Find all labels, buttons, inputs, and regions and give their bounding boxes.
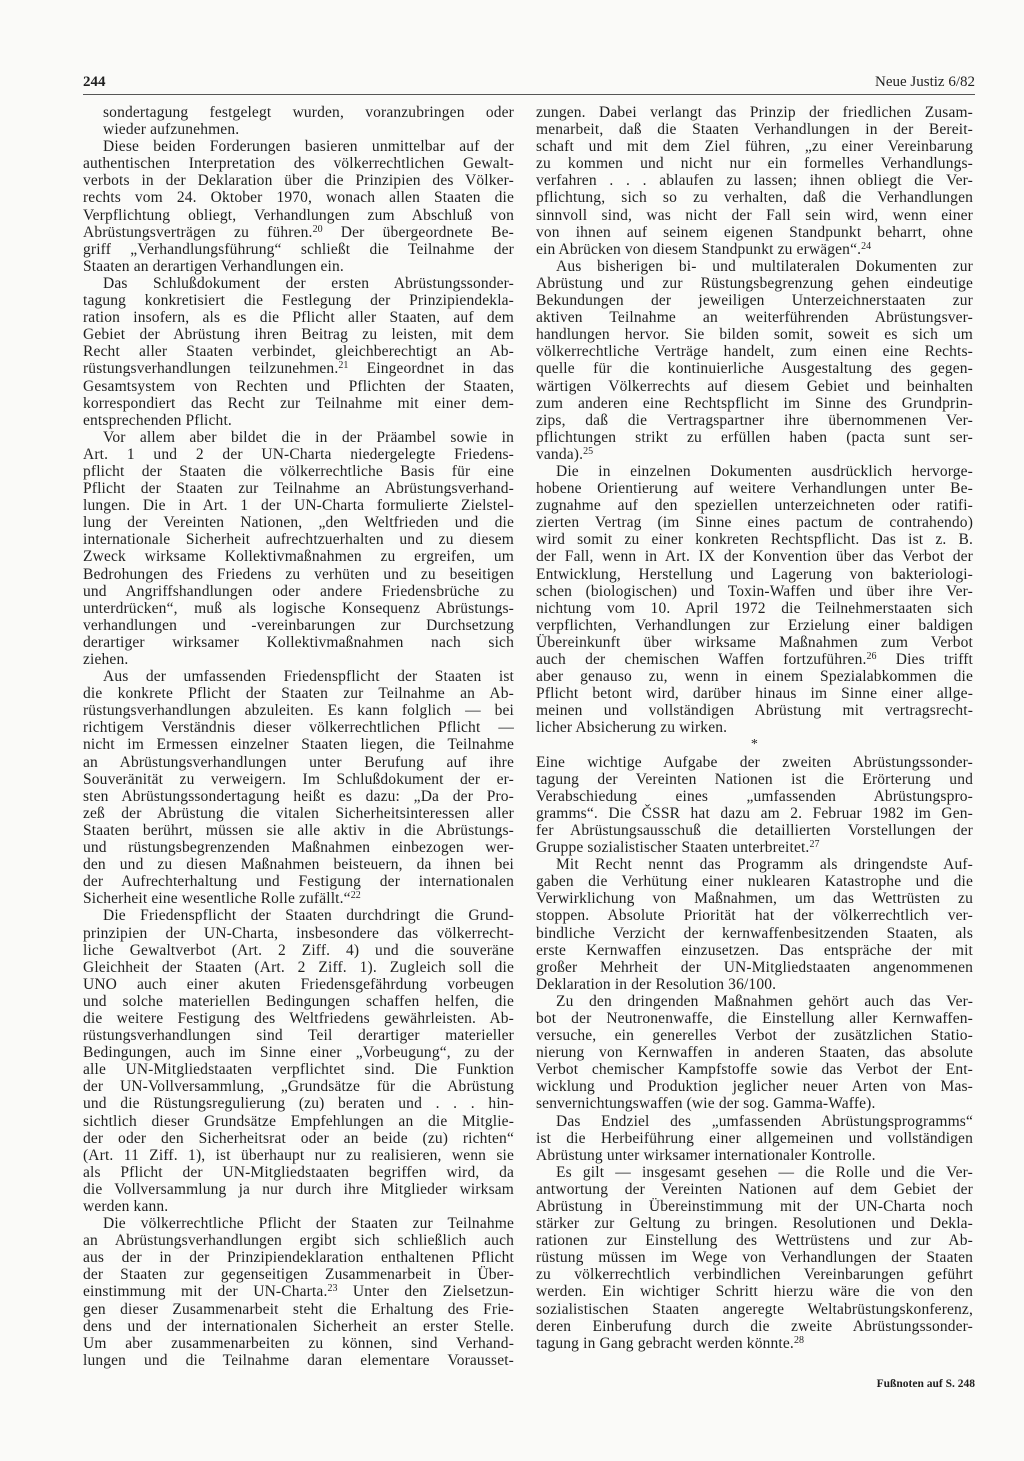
text-line: zugnahme auf den speziellen unterzeichneten oder ratifi- [536,497,973,515]
text-run: vanda). [536,445,584,463]
text-line: Um aber zusammenarbeiten zu können, sind Verhand- [83,1334,514,1352]
paragraph [83,1215,514,1369]
text-line [83,224,514,241]
text-line: Verwirklichung von Maßnahmen, um das Wettrüsten zu [536,890,973,908]
text-run: Unter den Zielsetzun- [337,1283,514,1301]
text-line [536,651,973,668]
text-line: der Aufrechterhaltung und Festigung der internationalen [83,873,514,891]
text-line: lungen und die Teilnahme daran elementare Vorausset- [83,1351,514,1369]
paragraph [536,856,973,993]
footnote-ref: 23 [327,1283,338,1295]
carryover-text [83,104,514,138]
header-rule [83,94,975,95]
text-line: sondertagung festgelegt wurden, voranzubringen oder [103,104,514,121]
text-line: Deklaration in der Resolution 36/100. [536,975,777,993]
text-run: Der übergeordnete Be- [322,223,514,241]
text-line [536,1335,973,1352]
text-line: verpflichten, Verhandlungen zur Erzielung einer baldigen [536,616,973,634]
text-line: Die in einzelnen Dokumenten ausdrücklich hervorge- [556,462,973,480]
text-line [536,241,973,258]
text-line [536,839,973,856]
text-line: versuche, ein generelles Verbot der zusätzlichen Statio- [536,1027,973,1045]
paragraph [83,429,514,668]
text-line: bot der Neutronenwaffe, die Einstellung aller Kernwaffen- [536,1009,973,1027]
text-line: rüstung müssen im Wege von Verhandlungen der Staaten [536,1249,973,1267]
text-line: Staaten an derartigen Verhandlungen ein. [83,257,344,275]
text-line: nierung von Kernwaffen in anderen Staaten, das absolute [536,1044,973,1062]
text-line: antwortung der Vereinten Nationen auf dem Gebiet der [536,1180,973,1198]
text-line: rüstungsverhandlungen sind Teil derartiger materieller [83,1027,514,1045]
text-line: Art. 1 und 2 der UN-Charta niedergelegte Friedens- [83,445,514,463]
footnote-ref: 22 [350,890,361,902]
text-line: tagung konkretisiert die Festlegung der Prinzipiendekla- [83,292,514,310]
text-line: an Abrüstungsverhandlungen ergibt sich schließlich auch [83,1232,514,1250]
footnote-ref: 24 [861,240,872,252]
text-line: der Fall, wenn in Art. IX der Konvention über das Verbot der [536,548,973,566]
text-line: Gleichheit der Staaten (Art. 2 Ziff. 1). Zugleich soll die [83,958,514,976]
text-line: Zu den dringenden Maßnahmen gehört auch das Ver- [556,992,973,1010]
text-line: schen (biologischen) und Toxin-Waffen und über ihre Ver- [536,582,973,600]
text-line: verfahren . . . ablaufen zu lassen; ihnen obliegt die Ver- [536,172,973,190]
page-header [83,73,975,92]
text-line: an Abrüstungsverhandlungen unter Berufung auf ihre [83,753,514,771]
text-line: der UN-Vollversammlung, „Grundsätze für die Abrüstung [83,1078,514,1096]
text-line [536,446,973,463]
text-line: rationen zur Einstellung des Wettrüstens und zur Ab- [536,1232,973,1250]
text-line: zungen. Dabei verlangt das Prinzip der friedlichen Zusam- [536,104,973,121]
text-line: aus der in der Prinzipiendeklaration enthaltenen Pflicht [83,1249,514,1267]
text-line: werden kann. [83,1198,169,1215]
text-line [83,1283,514,1300]
footnote-reference: Fußnoten auf S. 248 [876,1378,975,1390]
text-line: aktiven Teilnahme an weiterführenden Abrüstungsver- [536,309,973,327]
text-line: licher Absicherung zu wirken. [536,719,728,737]
footnote-ref: 26 [866,651,877,662]
text-run: tagung in Gang gebracht werden könnte. [536,1334,794,1352]
paragraph [83,138,514,275]
text-line: Pflicht der Staaten zur Teilnahme an Abrüstungsverhand- [83,480,514,498]
text-line: senvernichtungswaffen (wie der sog. Gamma-Waffe). [536,1095,876,1113]
right-column [536,104,973,1352]
text-line: prinzipien der UN-Charta, insbesondere das völkerrecht- [83,924,514,942]
section-divider: * [750,737,759,753]
section-lead-paragraph [536,754,973,857]
text-line: Das Endziel des „umfassenden Abrüstungsprogramms“ [556,1112,973,1130]
text-line: tagung der Vereinten Nationen ist die Erörterung und [536,770,973,788]
text-line: deren Einberufung durch die zweite Abrüstungssonder- [536,1317,973,1335]
text-line: Recht aller Staaten verbindet, gleichberechtigt an Ab- [83,343,514,361]
text-line: Verpflichtung obliegt, Verhandlungen zum Abschluß von [83,206,514,224]
left-column [83,104,514,1369]
text-line: Aus der umfassenden Friedenspflicht der Staaten ist [103,668,514,686]
text-line: stärker zur Geltung zu bringen. Resolutionen und Dekla- [536,1215,973,1233]
footnote-ref: 28 [793,1334,804,1346]
text-line: UNO auch einer akuten Friedensgefährdung vorbeugen [83,975,514,993]
text-line: Gesamtsystem von Rechten und Pflichten der Staaten, [83,377,514,395]
text-line: lungen. Die in Art. 1 der UN-Charta formulierte Zielstel- [83,497,514,515]
text-line: und Angriffshandlungen oder andere Friedensbrüche zu [83,582,514,600]
text-line: Es gilt — insgesamt gesehen — die Rolle und die Ver- [556,1163,973,1181]
text-line: alle UN-Mitgliedstaaten verpflichtet sind. Die Funktion [83,1061,514,1079]
text-line: derartiger wirksamer Kollektivmaßnahmen nach sich [83,633,514,651]
text-line: Abrüstung und zur Rüstungsbegrenzung gehen eindeutige [536,274,973,292]
text-line: korrespondiert das Recht zur Teilnahme mit einer dem- [83,394,514,412]
text-run: Dies trifft [876,651,973,668]
text-line: Staaten berührt, müssen sie alle aktiv in die Abrüstungs- [83,821,514,839]
text-line: ration insofern, als es die Pflicht aller Staaten, auf dem [83,309,514,327]
text-line: die weitere Festigung des Weltfriedens gewährleisten. Ab- [83,1009,514,1027]
paragraph [83,668,514,907]
text-line: großer Mehrheit der UN-Mitgliedstaaten angenommenen [536,958,973,976]
text-line: internationale Sicherheit aufrechtzuerhalten und zu diesem [83,531,514,549]
text-line: (Art. 11 Ziff. 1), ist überhaupt nur zu realisieren, wenn sie [83,1146,514,1164]
text-line: Übereinkunft über wirksame Maßnahmen zum Verbot [536,633,973,651]
text-line: aber genauso zu, wenn in einem Spezialabkommen die [536,668,973,686]
text-run: Sicherheit eine wesentliche Rolle zufällt.“ [83,890,351,908]
text-line: und solche materiellen Bedingungen schaffen helfen, die [83,992,514,1010]
text-line: menarbeit, daß die Staaten Verhandlungen in der Bereit- [536,121,973,139]
footnote-ref: 20 [312,223,323,235]
text-line: zierten Vertrag (im Sinne eines pactum de contrahendo) [536,514,973,532]
footnote-ref: 27 [809,839,820,851]
text-run: auch der chemischen Waffen fortzuführen. [536,651,867,668]
carryover-text [536,104,973,258]
text-line: wieder aufzunehmen. [103,121,240,139]
text-line: Bedingungen, auch im Sinne einer „Vorbeugung“, zu der [83,1044,514,1062]
text-line: dens und der internationalen Sicherheit an erster Stelle. [83,1317,514,1335]
text-line: wärtigen Völkerrechts auf diesem Gebiet und beinhalten [536,377,973,395]
text-run: Gruppe sozialistischer Staaten unterbreitet. [536,839,810,857]
text-line: hobene Orientierung auf weitere Verhandlungen unter Be- [536,480,973,498]
text-line: verbots in der Deklaration über die Prinzipien des Völker- [83,172,514,190]
paragraph [536,258,973,463]
text-line: ist die Herbeiführung einer allgemeinen und vollständigen [536,1129,973,1147]
text-line: entsprechenden Pflicht. [83,411,232,429]
journal-issue: Neue Justiz 6/82 [875,74,975,90]
text-run: ein Abrücken von diesem Standpunkt zu erwägen“. [536,240,862,258]
text-line: Abrüstung unter wirksamer internationaler Kontrolle. [536,1146,876,1164]
paragraph [83,907,514,1215]
text-line: stoppen. Absolute Priorität hat der völkerrechtlich ver- [536,907,973,925]
text-line: Vor allem aber bildet die in der Präambel sowie in [103,428,514,446]
text-line: von ihnen auf seinem eigenen Standpunkt beharrt, ohne [536,223,973,241]
text-line: verhandlungen und -vereinbarungen zur Durchsetzung [83,616,514,634]
text-line: liche Gewaltverbot (Art. 2 Ziff. 4) und die souveräne [83,941,514,959]
text-line: rechts vom 24. Oktober 1970, wonach allen Staaten die [83,189,514,207]
text-line: Das Schlußdokument der ersten Abrüstungssonder- [103,274,514,292]
paragraph [536,1113,973,1164]
text-line: unterdrücken“, muß als logische Konsequenz Abrüstungs- [83,599,514,617]
text-line: der oder den Sicherheitsrat oder an beide (zu) richten“ [83,1129,514,1147]
text-line: gaben die Verhütung einer nuklearen Katastrophe und die [536,873,973,891]
text-line: zu völkerrechtlich verbindlichen Vereinbarungen geführt [536,1266,973,1284]
text-line: Souveränität zu verweigern. Im Schlußdokument der er- [83,770,514,788]
text-line: sozialistischen Staaten angeregte Weltabrüstungskonferenz, [536,1300,973,1318]
text-line: der Staaten zur gegenseitigen Zusammenarbeit in Über- [83,1266,514,1284]
paragraph [536,993,973,1113]
text-line: lung der Vereinten Nationen, „den Weltfrieden und die [83,514,514,532]
text-line: nichtung vom 10. April 1972 die Teilnehmerstaaten sich [536,599,973,617]
text-line: Verbot chemischer Kampfstoffe sowie das Verbot der Ent- [536,1061,973,1079]
text-line: griff „Verhandlungsführung“ schließt die Teilnahme der [83,240,514,258]
text-line: pflichtungen strikt zu erfüllen haben (pacta sunt ser- [536,428,973,446]
footnote-ref: 21 [338,360,349,372]
text-line: fer Abrüstungsausschuß die detaillierten Vorstellungen der [536,821,973,839]
text-line: als Pflicht der UN-Mitgliedstaaten begriffen wird, da [83,1163,514,1181]
text-line: Abrüstung in Übereinstimmung mit der UN-Charta noch [536,1198,973,1215]
text-line: Aus bisherigen bi- und multilateralen Dokumenten zur [556,257,973,275]
text-run: rüstungsverhandlungen teilzunehmen. [83,360,339,378]
text-line: Zweck wirksame Kollektivmaßnahmen zu ergreifen, um [83,548,514,566]
text-line: pflichtung, sich so zu verhalten, daß die Verhandlungen [536,189,973,207]
text-line: Entwicklung, Herstellung und Lagerung von bakteriologi- [536,565,973,583]
text-run: Eingeordnet in das [348,360,514,378]
footnote-ref: 25 [583,445,594,457]
text-line: ziehen. [83,651,129,668]
text-line: Die völkerrechtliche Pflicht der Staaten zur Teilnahme [103,1215,514,1233]
text-line: authentischen Interpretation des völkerrechtlichen Gewalt- [83,155,514,173]
text-line: und die Rüstungsregulierung (zu) beraten und . . . hin- [83,1095,514,1113]
text-line: zum anderen eine Rechtspflicht im Sinne des Grundprin- [536,394,973,412]
text-line: handlungen hervor. Sie bilden somit, soweit es sich um [536,326,973,344]
text-line: quelle für die kontinuierliche Ausgestaltung des gegen- [536,360,973,378]
paragraph [536,1164,973,1352]
text-line: erste Kernwaffen einzusetzen. Das entspräche der mit [536,941,973,959]
text-line: die konkrete Pflicht der Staaten zur Teilnahme an Ab- [83,685,514,703]
text-line: zips, daß die Vertragspartner ihre übernommenen Ver- [536,411,973,429]
text-line: schaft und mit dem Ziel führen, „zu einer Vereinbarung [536,138,973,156]
text-line: gramms“. Die ČSSR hat dazu am 2. Februar 1982 im Gen- [536,804,973,822]
text-line [83,360,514,377]
text-line: meinen und vollständigen Abrüstung mit vertragsrecht- [536,702,973,720]
text-line: Mit Recht nennt das Programm als dringendste Auf- [556,856,973,874]
text-line: rüstungsverhandlungen abzuleiten. Es kann folglich — bei [83,702,514,720]
text-line: Diese beiden Forderungen basieren unmittelbar auf der [103,138,514,156]
text-line: Verabschiedung eines „umfassenden Abrüstungspro- [536,787,973,805]
text-line: sinnvoll sind, was nicht der Fall sein wird, wenn einer [536,206,973,224]
text-line: werden. Ein wichtiger Schritt hierzu wäre die von den [536,1283,973,1301]
text-line: pflicht der Staaten die völkerrechtliche Basis für eine [83,462,514,480]
text-line: Pflicht betont wird, darüber hinaus im Sinne einer allge- [536,685,973,703]
page-number: 244 [83,74,106,90]
text-line: bindliche Verzicht der kernwaffenbesitzenden Staaten, als [536,924,973,942]
text-line: richtigem Verständnis dieser völkerrechtlichen Pflicht — [83,719,514,737]
text-line: Eine wichtige Aufgabe der zweiten Abrüstungssonder- [536,753,973,771]
text-line: wicklung und Produktion jeglicher neuer Arten von Mas- [536,1078,973,1096]
paragraph [83,275,514,429]
text-line: Bekundungen der jeweiligen Unterzeichnerstaaten zur [536,292,973,310]
text-line: Die Friedenspflicht der Staaten durchdringt die Grund- [103,907,514,925]
text-line: gen dieser Zusammenarbeit steht die Erhaltung des Frie- [83,1300,514,1318]
text-line: wird somit zu einer konkreten Rechtspflicht. Das ist z. B. [536,531,973,549]
text-line: nicht im Ermessen einzelner Staaten liegen, die Teilnahme [83,736,514,754]
paragraph [536,463,973,737]
text-line: den und zu diesen Maßnahmen beisteuern, da ihnen bei [83,856,514,874]
text-line: zu kommen und nicht nur ein formelles Verhandlungs- [536,155,973,173]
text-line: Gebiet der Abrüstung ihren Beitrag zu leisten, mit dem [83,326,514,344]
text-line: Bedrohungen des Friedens zu verhüten und zu beseitigen [83,565,514,583]
text-run: einstimmung mit der UN-Charta. [83,1283,328,1301]
text-line: und rüstungsbegrenzenden Maßnahmen einbezogen wer- [83,839,514,857]
text-line: zeß der Abrüstung die vitalen Sicherheitsinteressen aller [83,804,514,822]
text-run: Abrüstungsverträgen zu führen. [83,223,313,241]
text-line: völkerrechtliche Verträge handelt, zum einen eine Rechts- [536,343,973,361]
text-line [83,890,514,907]
text-line: sten Abrüstungssondertagung heißt es dazu: „Da der Pro- [83,787,514,805]
text-line: die Vollversammlung ja nur durch ihre Mitglieder wirksam [83,1180,514,1198]
text-line: sichtlich dieser Grundsätze Empfehlungen an die Mitglie- [83,1112,514,1130]
